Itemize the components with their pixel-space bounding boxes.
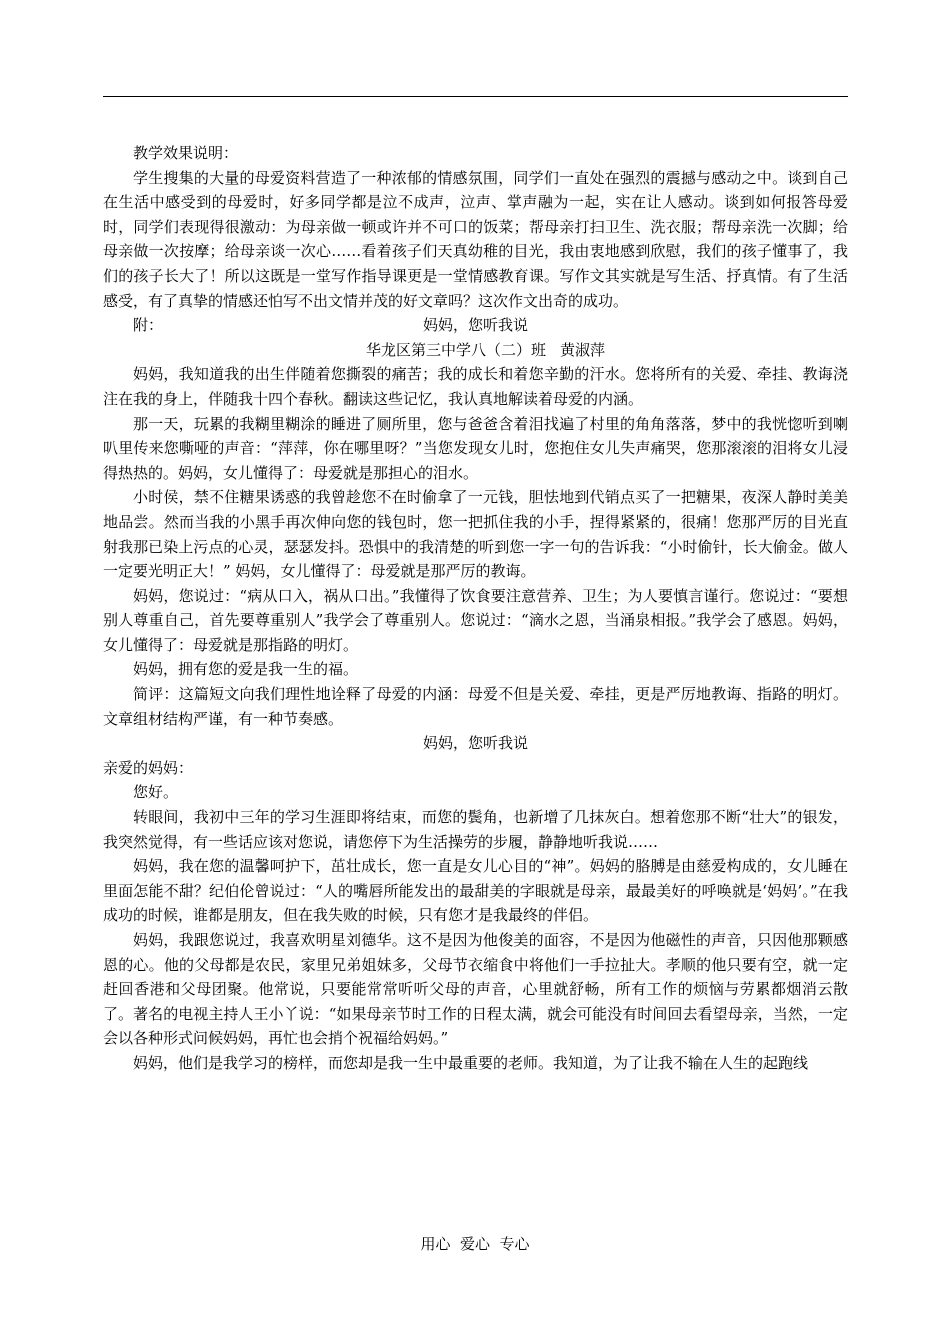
- appendix-label: 附：: [133, 316, 164, 335]
- essay2-paragraph: 妈妈，我跟您说过，我喜欢明星刘德华。这不是因为他俊美的面容，不是因为他磁性的声音，只因他那颗感恩的心。他的父母都是农民，家里兄弟姐妹多，父母节衣缩食中将他们一手拉扯大。孝顺的他只要有空，就一定赶回香港和父母团聚。他常说，只要能常常听听父母的声音，心里就舒畅，所有工作的烦恼与劳累都烟消云散了。著名的电视主持人王小丫说：“如果母亲节时工作的日程太满，就会可能没有时间回去看望母亲，当然，一定会以各种形式问候妈妈，再忙也会捎个祝福给妈妈。”: [103, 931, 848, 1048]
- section-heading: 教学效果说明：: [133, 144, 239, 162]
- essay2-greeting: 您好。: [133, 783, 179, 802]
- author-name: 黄淑萍: [560, 340, 606, 359]
- essay1-review: 简评：这篇短文向我们理性地诠释了母爱的内涵：母爱不但是关爱、牵挂，更是严厉地教诲、指路的明灯。文章组材结构严谨，有一种节奏感。: [103, 685, 848, 728]
- essay1-author: [103, 338, 848, 363]
- effect-paragraph: 学生搜集的大量的母爱资料营造了一种浓郁的情感氛围，同学们一直处在强烈的震撼与感动之中。谈到自己在生活中感受到的母爱时，好多同学都是泣不成声，泣声、掌声融为一起，实在让人感动。谈到如何报答母爱时，同学们表现得很激动：为母亲做一顿或许并不可口的饭菜；帮母亲打扫卫生、洗衣服；帮母亲洗一次脚；给母亲做一次按摩；给母亲谈一次心……看着孩子们天真幼稚的目光，我由衷地感到欣慰，我们的孩子懂事了，我们的孩子长大了！所以这既是一堂写作指导课更是一堂情感教育课。写作文其实就是写生活、抒真情。有了生活感受，有了真挚的情感还怕写不出文情并茂的好文章吗？这次作文出奇的成功。: [103, 168, 848, 310]
- essay2-paragraph: 转眼间，我初中三年的学习生涯即将结束，而您的鬓角，也新增了几抹灰白。想着您那不断“壮大”的银发，我突然觉得，有一些话应该对您说，请您停下为生活操劳的步履，静静地听我说……: [103, 808, 848, 851]
- essay1-title: 妈妈，您听我说: [422, 316, 528, 335]
- page-footer: 用心 爱心 专心: [420, 1235, 530, 1253]
- author-school: 华龙区第三中学八（二）班: [365, 340, 546, 359]
- essay1-paragraph: 那一天，玩累的我糊里糊涂的睡进了厕所里，您与爸爸含着泪找遍了村里的角角落落，梦中的我恍惚听到喇叭里传来您嘶哑的声音：“萍萍，你在哪里呀？”当您发现女儿时，您抱住女儿失声痛哭，您那滚滚的泪将女儿浸得热热的。妈妈，女儿懂得了：母爱就是那担心的泪水。: [103, 414, 848, 482]
- essay2-paragraph: 妈妈，我在您的温馨呵护下，茁壮成长，您一直是女儿心目的“神”。妈妈的胳膊是由慈爱构成的，女儿睡在里面怎能不甜？纪伯伦曾说过：“人的嘴唇所能发出的最甜美的字眼就是母亲，最最美好的呼唤就是‘妈妈’。”在我成功的时候，谁都是朋友，但在我失败的时候，只有您才是我最终的伴侣。: [103, 857, 848, 925]
- document-body: [103, 141, 848, 1076]
- essay1-paragraph: 小时侯，禁不住糖果诱惑的我曾趁您不在时偷拿了一元钱，胆怯地到代销点买了一把糖果，夜深人静时美美地品尝。然而当我的小黑手再次伸向您的钱包时，您一把抓住我的小手，捏得紧紧的，很痛！您那严厉的目光直射我那已染上污点的心灵，瑟瑟发抖。恐惧中的我清楚的听到您一字一句的告诉我：“小时偷针，长大偷金。做人一定要光明正大！” 妈妈，女儿懂得了：母爱就是那严厉的教诲。: [103, 488, 848, 581]
- essay2-salutation: 亲爱的妈妈：: [103, 758, 194, 777]
- essay2-title: 妈妈，您听我说: [422, 734, 528, 753]
- essay1-paragraph: 妈妈，您说过：“病从口入，祸从口出。”我懂得了饮食要注意营养、卫生；为人要慎言谨行。您说过：“要想别人尊重自己，首先要尊重别人”我学会了尊重别人。您说过：“滴水之恩，当涌泉相报。”我学会了感恩。妈妈，女儿懂得了：母爱就是那指路的明灯。: [103, 586, 848, 654]
- appendix-title-line: [103, 313, 848, 338]
- essay1-paragraph: 妈妈，我知道我的出生伴随着您撕裂的痛苦；我的成长和着您辛勤的汗水。您将所有的关爱、牵挂、教诲浇注在我的身上，伴随我十四个春秋。翻读这些记忆，我认真地解读着母爱的内涵。: [103, 365, 848, 408]
- essay2-paragraph: 妈妈，他们是我学习的榜样，而您却是我一生中最重要的老师。我知道，为了让我不输在人生的起跑线: [133, 1053, 809, 1072]
- essay1-paragraph: 妈妈，拥有您的爱是我一生的福。: [133, 660, 359, 679]
- header-rule: [103, 96, 848, 97]
